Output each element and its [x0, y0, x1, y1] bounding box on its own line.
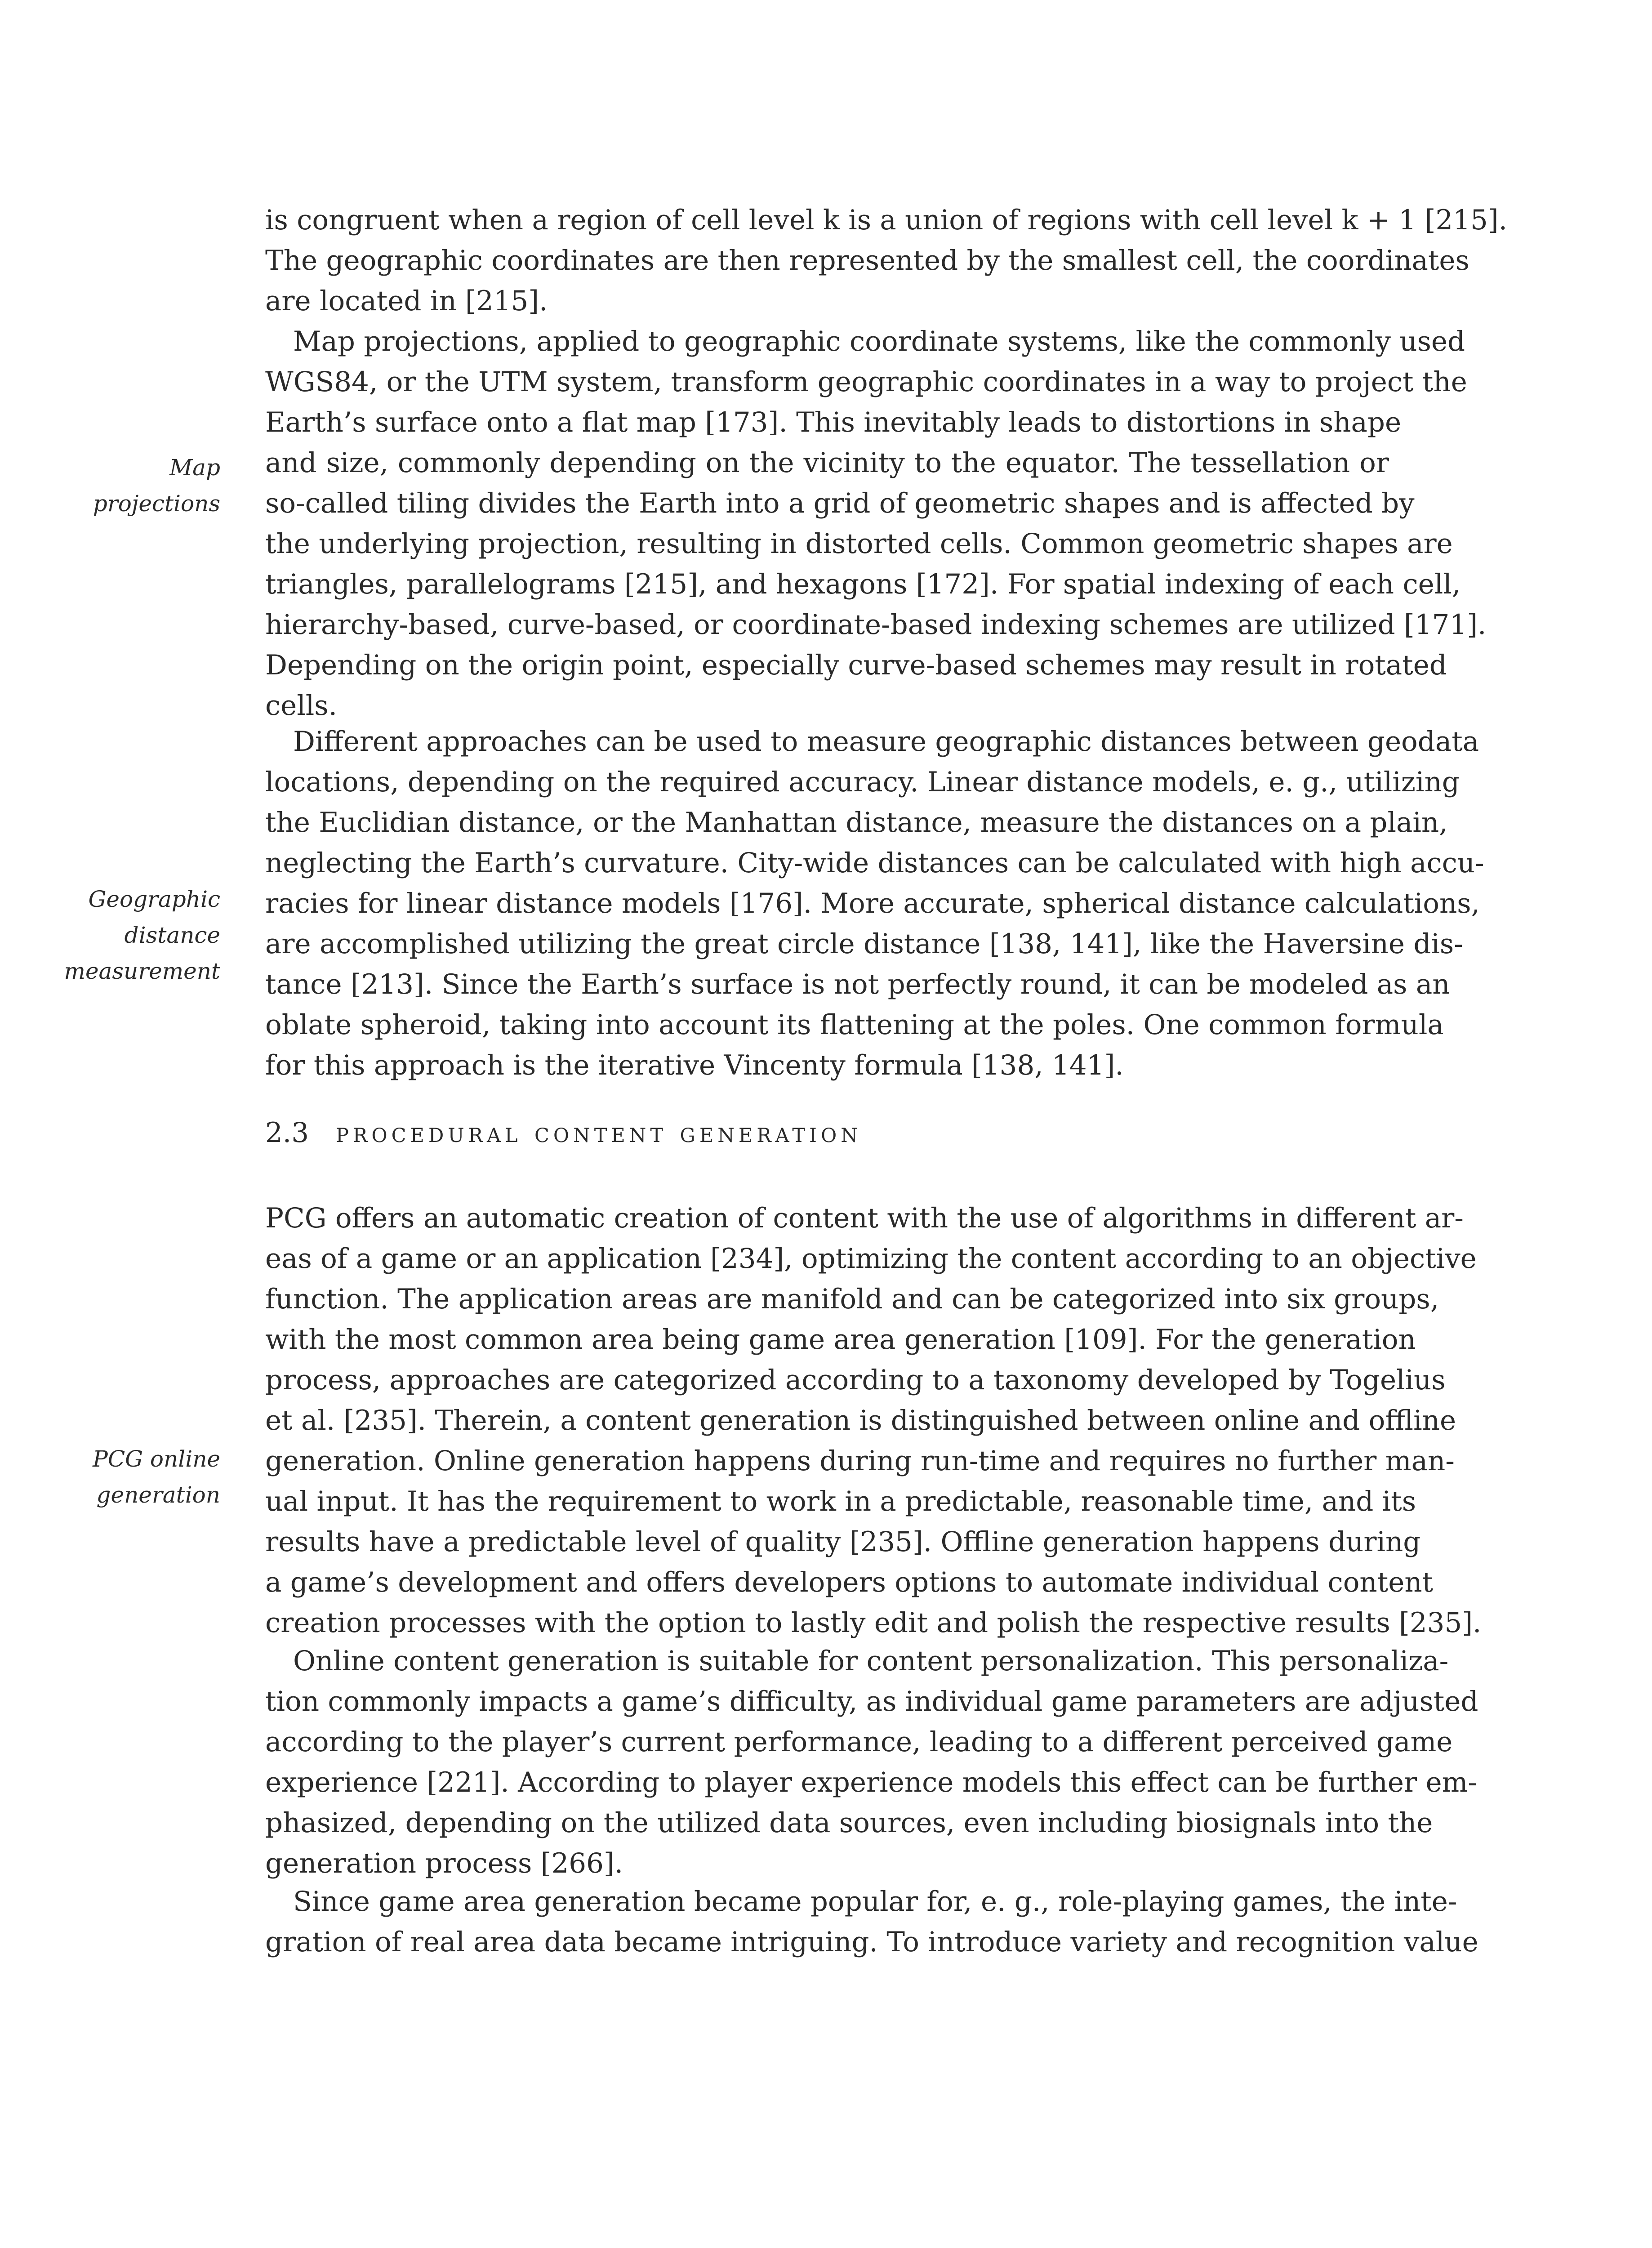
text-line: triangles, parallelograms [215], and hexagons [172]. For spatial indexing of each cell,: [265, 568, 1461, 600]
text-line: Earth’s surface onto a flat map [173]. This inevitably leads to distortions in shape: [265, 406, 1402, 438]
text-line: creation processes with the option to lastly edit and polish the respective results [235].: [265, 1607, 1482, 1639]
paragraph-2: [265, 321, 1487, 726]
margin-note-map-projections: Map projections: [93, 455, 220, 517]
text-line: neglecting the Earth’s curvature. City-wide distances can be calculated with high accu-: [265, 847, 1484, 879]
paragraph-6: [265, 1882, 1478, 1963]
paragraph-4: [265, 1198, 1482, 1643]
text-line: ual input. It has the requirement to work in a predictable, reasonable time, and its: [265, 1485, 1416, 1517]
section-heading: [265, 1115, 862, 1151]
text-line: for this approach is the iterative Vincenty formula [138, 141].: [265, 1049, 1124, 1081]
text-line: oblate spheroid, taking into account its flattening at the poles. One common formula: [265, 1009, 1444, 1041]
margin-note-pcg-online: PCG online generation: [93, 1446, 220, 1508]
text-line: are located in [215].: [265, 285, 548, 317]
text-line: generation. Online generation happens during run-time and requires no further man-: [265, 1445, 1455, 1477]
text-line: tance [213]. Since the Earth’s surface is not perfectly round, it can be modeled as an: [265, 968, 1450, 1000]
text-line: function. The application areas are manifold and can be categorized into six groups,: [265, 1283, 1439, 1315]
text-line: cells.: [265, 690, 337, 722]
text-line: et al. [235]. Therein, a content generation is distinguished between online and offline: [265, 1405, 1456, 1436]
text-line: PCG offers an automatic creation of content with the use of algorithms in different ar-: [265, 1202, 1464, 1234]
text-line: phasized, depending on the utilized data sources, even including biosignals into the: [265, 1807, 1433, 1839]
text-line: locations, depending on the required accuracy. Linear distance models, e. g., utilizing: [265, 766, 1460, 798]
text-line: experience [221]. According to player experience models this effect can be further em-: [265, 1766, 1478, 1798]
paragraph-3: [265, 722, 1484, 1086]
text-line: Different approaches can be used to measure geographic distances between geodata: [293, 726, 1479, 758]
paragraph-1: [265, 200, 1507, 321]
text-line: gration of real area data became intriguing. To introduce variety and recognition value: [265, 1926, 1478, 1958]
text-line: with the most common area being game area generation [109]. For the generation: [265, 1324, 1416, 1356]
text-line: hierarchy-based, curve-based, or coordinate-based indexing schemes are utilized [171].: [265, 609, 1487, 641]
text-line: results have a predictable level of quality [235]. Offline generation happens during: [265, 1526, 1421, 1558]
text-line: eas of a game or an application [234], optimizing the content according to an objective: [265, 1243, 1477, 1275]
text-line: according to the player’s current performance, leading to a different perceived game: [265, 1726, 1453, 1758]
text-line: the underlying projection, resulting in distorted cells. Common geometric shapes are: [265, 528, 1453, 560]
text-line: racies for linear distance models [176]. More accurate, spherical distance calculations,: [265, 888, 1480, 919]
text-line: Map projections, applied to geographic coordinate systems, like the commonly used: [293, 326, 1465, 357]
text-line: so-called tiling divides the Earth into a grid of geometric shapes and is affected by: [265, 487, 1415, 519]
section-title: procedural content generation: [336, 1117, 862, 1149]
text-line: Online content generation is suitable for content personalization. This personaliza-: [293, 1645, 1449, 1677]
text-line: a game’s development and offers developers options to automate individual content: [265, 1566, 1434, 1598]
text-line: Since game area generation became popular for, e. g., role-playing games, the inte-: [293, 1886, 1457, 1918]
text-line: is congruent when a region of cell level k is a union of regions with cell level k + 1 [215].: [265, 204, 1507, 236]
paragraph-5: [265, 1641, 1478, 1884]
text-line: the Euclidian distance, or the Manhattan distance, measure the distances on a plain,: [265, 807, 1448, 839]
section-number: 2.3: [265, 1117, 309, 1149]
text-line: are accomplished utilizing the great circle distance [138, 141], like the Haversine dis-: [265, 928, 1463, 960]
text-line: WGS84, or the UTM system, transform geographic coordinates in a way to project the: [265, 366, 1467, 398]
margin-note-geographic-distance: Geographic distance measurement: [64, 886, 220, 984]
text-line: and size, commonly depending on the vicinity to the equator. The tessellation or: [265, 447, 1389, 479]
text-line: tion commonly impacts a game’s difficulty, as individual game parameters are adjusted: [265, 1686, 1478, 1717]
text-line: Depending on the origin point, especially curve-based schemes may result in rotated: [265, 649, 1447, 681]
text-line: generation process [266].: [265, 1847, 623, 1879]
text-line: The geographic coordinates are then represented by the smallest cell, the coordinates: [265, 245, 1469, 277]
text-line: process, approaches are categorized according to a taxonomy developed by Togelius: [265, 1364, 1446, 1396]
